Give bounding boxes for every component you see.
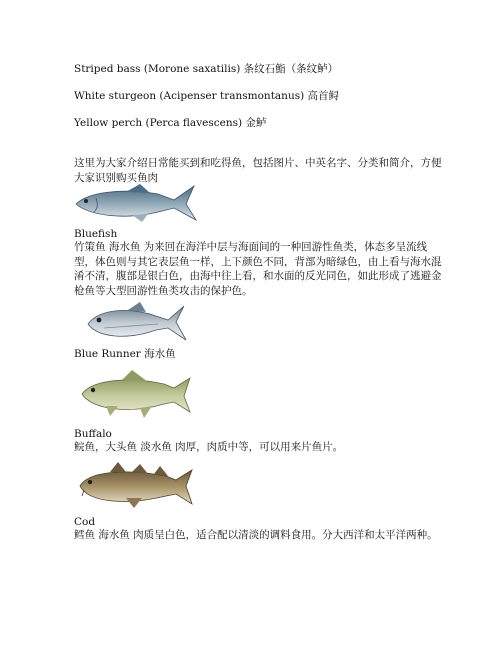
species-line-white-sturgeon: White sturgeon (Acipenser transmontanus) 高首鲟 bbox=[74, 90, 340, 102]
cod-fish-icon bbox=[76, 458, 196, 514]
fish-name-cod: Cod bbox=[74, 516, 96, 528]
fish-name-bluefish: Bluefish bbox=[74, 228, 118, 240]
blue-runner-icon bbox=[84, 300, 190, 344]
fish-description-cod: 鳕鱼 海水鱼 肉质呈白色，适合配以清淡的调料食用。分大西洋和太平洋两种。 bbox=[74, 529, 438, 541]
intro-paragraph: 这里为大家介绍日常能买到和吃得鱼，包括图片、中英名字、分类和简介，方便大家识别购买鱼肉 bbox=[74, 157, 442, 184]
fish-name-buffalo: Buffalo bbox=[74, 428, 112, 440]
species-line-yellow-perch: Yellow perch (Perca flavescens) 金鲈 bbox=[74, 117, 267, 129]
fish-description-bluefish: 竹策鱼 海水鱼 为来回在海洋中层与海面间的一种回游性鱼类，体态多呈流线型，体色则与其它表层鱼一样，上下颜色不同，背部为暗绿色，由上看与海水混淆不清，腹部是银白色，由海中往上看，和水面的反光同色，如此形成了逃避金枪鱼等大型回游性鱼类攻击的保护色。 bbox=[74, 241, 442, 297]
fish-name-blue-runner: Blue Runner 海水鱼 bbox=[74, 348, 176, 360]
buffalo-fish-icon bbox=[78, 368, 194, 420]
fish-description-buffalo: 鲩鱼，大头鱼 淡水鱼 肉厚，肉质中等，可以用来片鱼片。 bbox=[74, 441, 344, 453]
species-line-striped-bass: Striped bass (Morone saxatilis) 条纹石鮨（条纹鲈） bbox=[74, 63, 339, 75]
bluefish-icon bbox=[72, 182, 200, 224]
